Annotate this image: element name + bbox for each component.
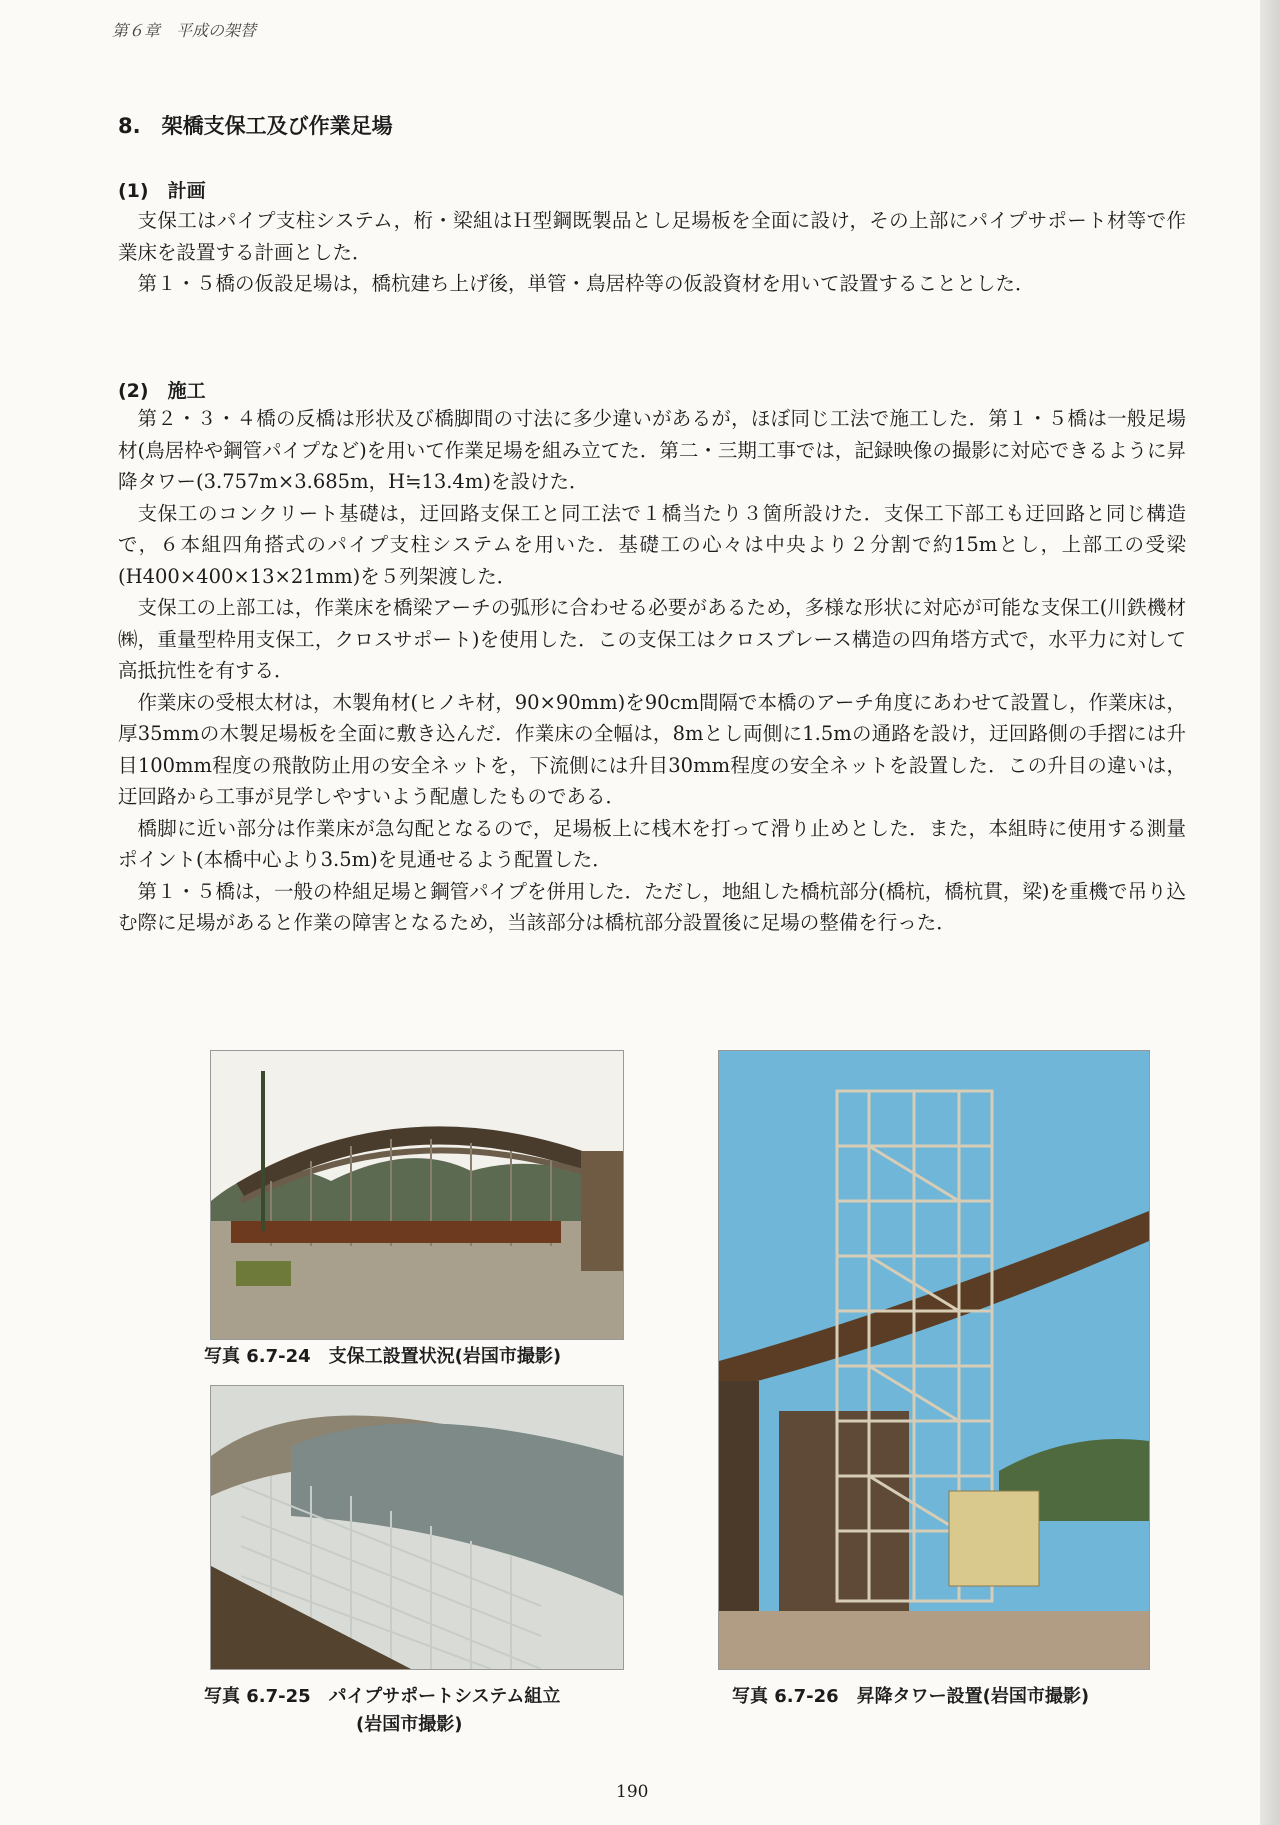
running-head: 第６章 平成の架替 <box>112 21 257 40</box>
photo-lift-tower <box>718 1050 1150 1670</box>
paragraph: 支保工のコンクリート基礎は，迂回路支保工と同工法で１橋当たり３箇所設けた．支保工下部工も迂回路と同じ構造で，６本組四角搭式のパイプ支柱システムを用いた．基礎工の心々は中央より２分割で約15mとし，上部工の受梁(H400×400×13×21mm)を５列架渡した． <box>118 501 1186 588</box>
photo-caption-line1: 写真 6.7-25 パイプサポートシステム組立 <box>204 1686 561 1707</box>
subsection-heading-construction: (2) 施工 <box>118 380 206 402</box>
section-title: 8. 架橋支保工及び作業足場 <box>118 114 393 138</box>
photo-shoring-installation <box>210 1050 624 1340</box>
plan-body <box>118 205 1186 300</box>
paragraph: 第１・５橋の仮設足場は，橋杭建ち上げ後，単管・鳥居枠等の仮設資材を用いて設置することとした． <box>137 272 1035 295</box>
paragraph: 第２・３・４橋の反橋は形状及び橋脚間の寸法に多少違いがあるが，ほぼ同じ工法で施工した．第１・５橋は一般足場材(鳥居枠や鋼管パイプなど)を用いて作業足場を組み立てた．第二・三期工事では，記録映像の撮影に対応できるように昇降タワー(3.757m×3.685m，H≒13.4m)を設けた． <box>118 407 1186 493</box>
page-number: 190 <box>616 1782 649 1802</box>
photo-caption-line2: (岩国市撮影) <box>356 1714 463 1735</box>
paragraph: 作業床の受根太材は，木製角材(ヒノキ材，90×90mm)を90cm間隔で本橋のアーチ角度にあわせて設置し，作業床は，厚35mmの木製足場板を全面に敷き込んだ．作業床の全幅は，8mとし両側に1.5mの通路を設け，迂回路側の手摺には升目100mm程度の飛散防止用の安全ネットを，下流側には升目30mm程度の安全ネットを設置した．この升目の違いは，迂回路から工事が見学しやすいよう配慮したものである． <box>118 690 1186 808</box>
construction-body <box>118 403 1186 939</box>
subsection-heading-plan: (1) 計画 <box>118 180 206 202</box>
paragraph: 支保工の上部工は，作業床を橋梁アーチの弧形に合わせる必要があるため，多様な形状に対応が可能な支保工(川鉄機材㈱，重量型枠用支保工，クロスサポート)を使用した．この支保工はクロスブレース構造の四角塔方式で，水平力に対して高抵抗性を有する． <box>118 596 1186 682</box>
paragraph: 支保工はパイプ支柱システム，桁・梁組はＨ型鋼既製品とし足場板を全面に設け，その上部にパイプサポート材等で作業床を設置する計画とした． <box>118 209 1186 264</box>
paragraph: 橋脚に近い部分は作業床が急勾配となるので，足場板上に桟木を打って滑り止めとした．また，本組時に使用する測量ポイント(本橋中心より3.5m)を見通せるよう配置した． <box>118 816 1186 871</box>
photo-caption: 写真 6.7-26 昇降タワー設置(岩国市撮影) <box>732 1686 1090 1707</box>
photo-caption: 写真 6.7-24 支保工設置状況(岩国市撮影) <box>204 1346 562 1367</box>
page-edge <box>1260 0 1280 1825</box>
photo-pipe-support-assembly <box>210 1385 624 1670</box>
paragraph: 第１・５橋は，一般の枠組足場と鋼管パイプを併用した．ただし，地組した橋杭部分(橋杭，橋杭貫，梁)を重機で吊り込む際に足場があると作業の障害となるため，当該部分は橋杭部分設置後に足場の整備を行った． <box>118 879 1186 934</box>
